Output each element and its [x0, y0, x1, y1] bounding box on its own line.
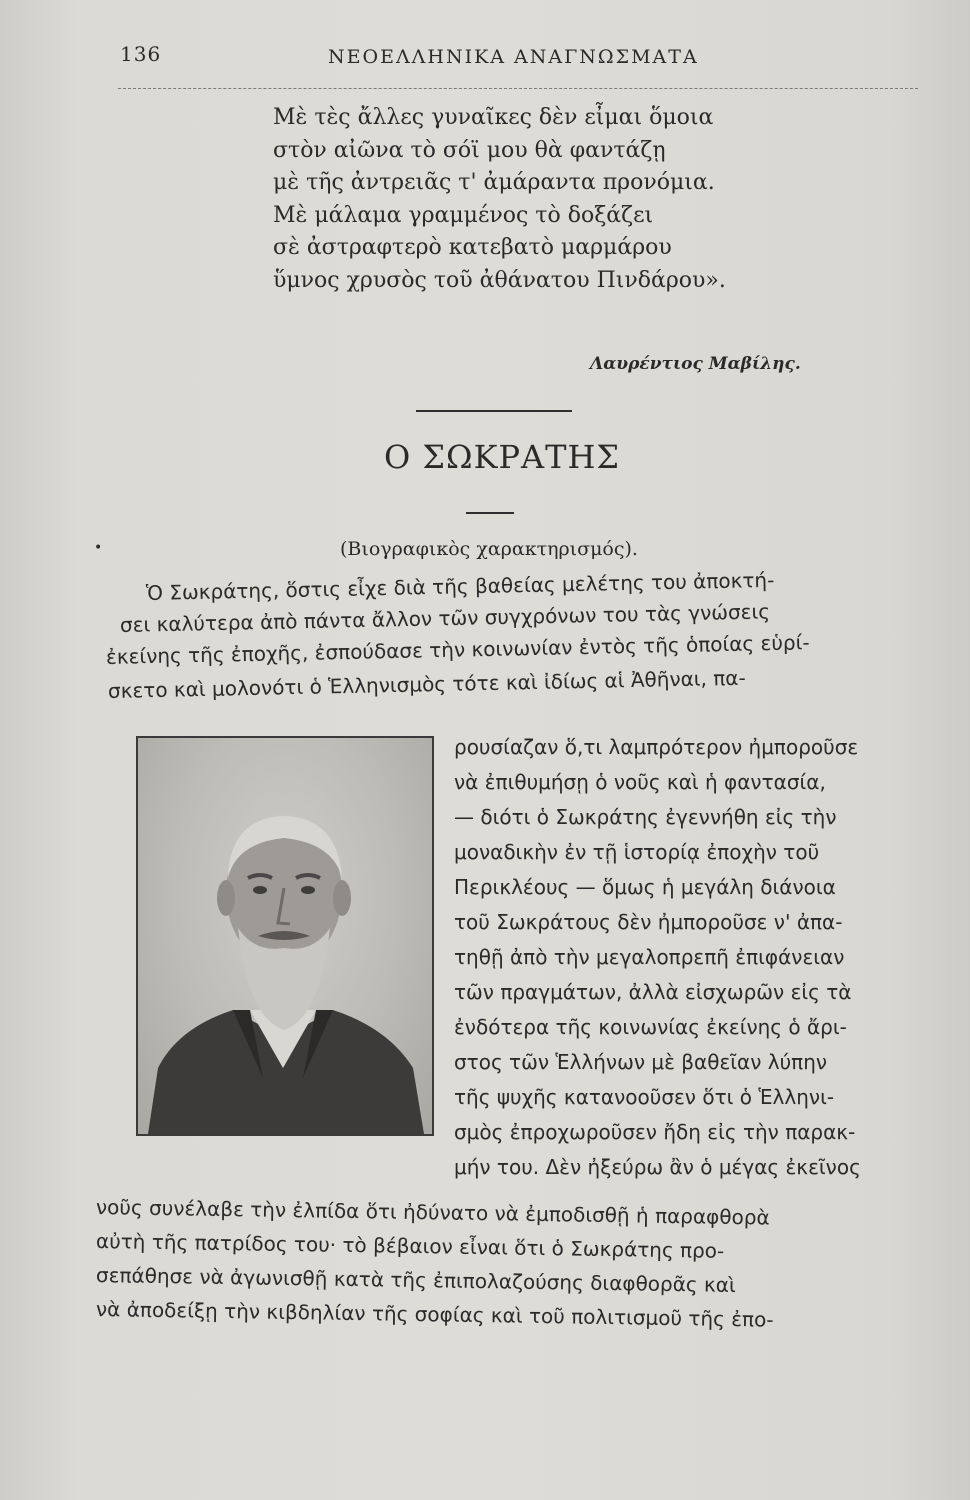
body-text-line: τῆς ψυχῆς κατανοοῦσεν ὅτι ὁ Ἑλληνι- — [454, 1085, 835, 1109]
poem-line: στὸν αἰῶνα τὸ σόϊ μου θὰ φαντάζῃ — [273, 137, 666, 163]
body-text-line: ἐκείνης τῆς ἐποχῆς, ἐσπούδασε τὴν κοινωνίαν ἐντὸς τῆς ὁποίας εὑρί- — [105, 630, 810, 669]
body-text-line: Ὁ Σωκράτης, ὅστις εἶχε διὰ τῆς βαθείας μελέτης του ἀποκτή- — [145, 567, 775, 605]
poem-line: Μὲ μάλαμα γραμμένος τὸ δοξάζει — [273, 202, 654, 228]
section-subtitle: (Βιογραφικὸς χαρακτηρισμός). — [340, 538, 638, 560]
body-text-line: μοναδικὴν ἐν τῇ ἱστορίᾳ ἐποχὴν τοῦ — [454, 840, 820, 864]
body-text-line: νὰ ἀποδείξῃ τὴν κιβδηλίαν τῆς σοφίας καὶ τοῦ πολιτισμοῦ τῆς ἐπο- — [95, 1297, 774, 1332]
poem-line: σὲ ἀστραφτερὸ κατεβατὸ μαρμάρου — [273, 235, 672, 260]
body-text-line: μήν του. Δὲν ἠξεύρω ἂν ὁ μέγας ἐκεῖνος — [454, 1155, 861, 1179]
portrait-image — [136, 736, 434, 1136]
portrait-illustration — [138, 738, 432, 1134]
body-text-line: Περικλέους — ὅμως ἡ μεγάλη διάνοια — [454, 875, 836, 899]
section-divider-bottom — [466, 512, 514, 514]
page-header — [120, 42, 890, 82]
section-title: Ο ΣΩΚΡΑΤΗΣ — [384, 438, 620, 476]
poem-line: ὕμνος χρυσὸς τοῦ ἀθάνατου Πινδάρου». — [273, 267, 726, 293]
poem-author: Λαυρέντιος Μαβίλης. — [590, 354, 801, 374]
body-text-line: — διότι ὁ Σωκράτης ἐγεννήθη εἰς τὴν — [454, 805, 837, 829]
body-text-line: τῶν πραγμάτων, ἀλλὰ εἰσχωρῶν εἰς τὰ — [454, 980, 852, 1004]
margin-dot-icon: • — [94, 540, 103, 556]
body-text-line: σεπάθησε νὰ ἀγωνισθῇ κατὰ τῆς ἐπιπολαζούσης διαφθορᾶς καὶ — [95, 1263, 736, 1298]
page-number: 136 — [120, 42, 162, 66]
section-divider-top — [416, 410, 572, 412]
body-text-line: τηθῇ ἀπὸ τὴν μεγαλοπρεπῆ ἐπιφάνειαν — [454, 945, 845, 969]
header-divider — [118, 88, 918, 89]
body-text-line: τοῦ Σωκράτους δὲν ἠμποροῦσε ν' ἀπα- — [454, 910, 843, 934]
body-text-line: νοῦς συνέλαβε τὴν ἐλπίδα ὅτι ἠδύνατο νὰ ἐμποδισθῇ ἡ παραφθορὰ — [95, 1195, 770, 1230]
poem-stanza — [273, 102, 793, 297]
body-text-line: σμὸς ἐπροχωροῦσεν ἤδη εἰς τὴν παρακ- — [454, 1120, 856, 1144]
poem-line: Μὲ τὲς ἄλλες γυναῖκες δὲν εἶμαι ὅμοια — [273, 105, 714, 130]
poem-line: μὲ τῆς ἀντρειᾶς τ' ἀμάραντα προνόμια. — [273, 170, 715, 195]
body-text-line: νὰ ἐπιθυμήσῃ ὁ νοῦς καὶ ἡ φαντασία, — [454, 770, 826, 794]
body-text-line: σκετο καὶ μολονότι ὁ Ἑλληνισμὸς τότε καὶ ἰδίως αἱ Ἀθῆναι, πα- — [107, 665, 746, 703]
body-text-line: σει καλύτερα ἀπὸ πάντα ἄλλον τῶν συγχρόνων του τὰς γνώσεις — [119, 599, 771, 637]
body-text-line: ρουσίαζαν ὅ,τι λαμπρότερον ἠμποροῦσε — [454, 735, 859, 759]
body-text-line: ἐνδότερα τῆς κοινωνίας ἐκείνης ὁ ἄρι- — [454, 1015, 847, 1039]
running-title: ΝΕΟΕΛΛΗΝΙΚΑ ΑΝΑΓΝΩΣΜΑΤΑ — [328, 46, 699, 68]
body-text-line: στος τῶν Ἑλλήνων μὲ βαθεῖαν λύπην — [454, 1050, 828, 1074]
body-text-line: αὐτὴ τῆς πατρίδος του· τὸ βέβαιον εἶναι ὅτι ὁ Σωκράτης προ- — [95, 1229, 725, 1263]
